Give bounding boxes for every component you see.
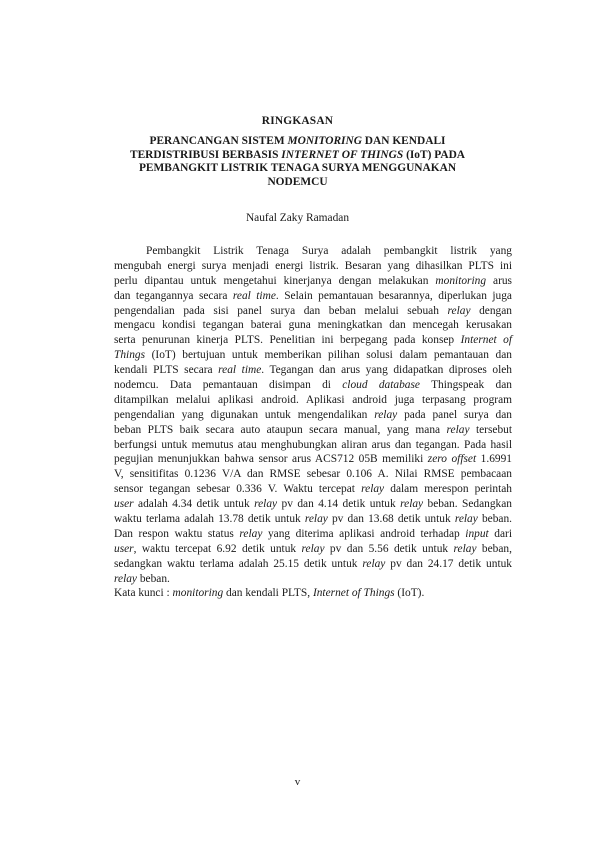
abstract-line [114,333,512,348]
italic-term: relay [453,542,477,555]
text-run: beban. [477,513,512,526]
text-run: . Tegangan dan arus yang didapatkan diproses oleh [261,364,512,377]
abstract-line [114,244,512,259]
text-run: beban PLTS baik secara auto ataupun secara manual, yang mana [114,423,447,436]
abstract-line [114,393,512,408]
text-run: V, sensitifitas 0.1236 V/A dan RMSE sebesar 0.106 A. Nilai RMSE pembacaan [114,468,512,481]
text-run: beban. [136,572,170,585]
italic-term: Internet of [460,334,512,347]
text-run: waktu terlama adalah 13.78 detik untuk [114,513,305,526]
keywords-line [114,586,512,601]
abstract-line [114,512,512,527]
text-run: dan kendali PLTS, [223,587,313,599]
abstract-line [114,452,512,467]
italic-term: relay [239,527,263,540]
abstract-line [114,572,512,587]
abstract-line [114,408,512,423]
abstract-line [114,557,512,572]
title-line [0,176,595,190]
text-run: pegujian menunjukkan bahwa sensor arus ACS712 05B memiliki [114,453,428,466]
title-line [0,135,595,149]
text-run: serta penurunan kinerja PLTS. Penelitian ini berpegang pada konsep [114,334,461,347]
paper-title [0,135,595,189]
text-run: tersebut [469,423,512,436]
abstract-line [114,542,512,557]
italic-term: MONITORING [287,135,362,147]
italic-term: zero offset [427,453,477,466]
text-run: sedangkan waktu terlama adalah 25.15 detik untuk [114,557,363,570]
abstract-line [114,378,512,393]
text-run: pengendalian pada sisi panel surya dan beban melalui sebuah [114,304,448,317]
italic-term: monitoring [435,274,487,287]
text-run: nodemcu. Data pemantauan disimpan di [114,379,343,392]
text-run: yang diterima aplikasi android terhadap [262,527,466,540]
text-run: PERANCANGAN SISTEM [149,135,288,147]
italic-term: real time [232,289,276,302]
text-run: TERDISTRIBUSI BERBASIS [129,148,282,161]
text-run: Thingspeak dan [420,379,512,392]
text-run: pada panel surya dan [397,408,512,421]
text-run: kendali PLTS secara [114,364,219,377]
abstract-line [114,482,512,497]
italic-term: relay [301,542,325,555]
abstract-line [114,497,512,512]
text-run: arus [486,274,512,287]
abstract-line [114,423,512,438]
text-run: 1.6991 [476,453,512,466]
abstract-body [114,244,512,586]
text-run: ditampilkan melalui aplikasi android. Aplikasi android juga terpasang program [114,393,512,406]
abstract-line [114,274,512,289]
abstract-line [114,527,512,542]
text-run: adalah 4.34 detik untuk [133,498,255,511]
italic-term: relay [454,513,478,526]
italic-term: relay [447,304,471,317]
page-number: v [294,776,301,788]
italic-term: real time [218,364,262,377]
text-run: pv dan 4.14 detik untuk [277,498,401,511]
title-line [0,162,595,176]
abstract-line [114,438,512,453]
text-run: berfungsi untuk memutus atau menghubungkan aliran arus dan tegangan. Pada hasil [114,438,512,451]
text-run: (IoT). [394,587,425,599]
abstract-line [114,318,512,333]
italic-term: Internet of Things [312,587,395,599]
text-run: dan tegangannya secara [114,289,233,302]
text-run: dalam merespon perintah [384,483,513,496]
text-run: , waktu tercepat 6.92 detik untuk [133,542,302,555]
italic-term: relay [374,408,398,421]
italic-term: Things [114,349,146,362]
text-run: Dan respon waktu status [114,527,240,540]
text-run: Kata kunci : [114,587,173,599]
italic-term: relay [114,572,137,585]
text-run: . Selain pemantauan besarannya, diperlukan juga [275,289,512,302]
italic-term: relay [362,557,386,570]
abstract-line [114,304,512,319]
text-run: mengubah energi surya menjadi energi listrik. Besaran yang dihasilkan PLTS ini [114,259,512,272]
abstract-line [114,259,512,274]
text-run: pengendalian yang digunakan untuk mengendalikan [114,408,375,421]
abstract-line [114,289,512,304]
text-run: pv dan 24.17 detik untuk [385,557,512,570]
text-run: Pembangkit Listrik Tenaga Surya adalah pembangkit listrik yang [146,245,512,257]
author-name: Naufal Zaky Ramadan [245,212,350,224]
italic-term: cloud database [342,379,420,392]
text-run: (IoT) bertujuan untuk memberikan pilihan solusi dalam pemantauan dan [145,349,512,362]
abstract-line [114,348,512,363]
text-run: pv dan 5.56 detik untuk [324,542,454,555]
text-run: PEMBANGKIT LISTRIK TENAGA SURYA MENGGUNAKAN [138,162,457,174]
italic-term: user [114,542,134,555]
section-title: RINGKASAN [261,115,334,127]
italic-term: input [465,527,489,540]
text-run: pv dan 13.68 detik untuk [327,513,455,526]
italic-term: monitoring [172,587,224,599]
text-run: DAN KENDALI [361,135,446,147]
abstract-line [114,467,512,482]
text-run: sensor tegangan sebesar 0.336 V. Waktu tercepat [114,483,362,496]
italic-term: relay [304,513,328,526]
italic-term: relay [361,483,385,496]
italic-term: INTERNET OF THINGS [281,148,404,161]
text-run: (IoT) PADA [403,148,466,161]
italic-term: relay [400,498,424,511]
text-run: beban. Sedangkan [423,498,512,511]
text-run: beban, [476,542,512,555]
text-run: perlu dipantau untuk mengetahui kinerjanya dengan melakukan [114,274,436,287]
text-run: dengan [470,304,512,317]
italic-term: relay [446,423,470,436]
italic-term: relay [254,498,278,511]
title-line [0,149,595,163]
abstract-line [114,363,512,378]
text-run: dari [488,527,512,540]
text-run: NODEMCU [267,175,328,188]
text-run: mengacu kondisi tegangan baterai guna meningkatkan dan mencegah kerusakan [114,319,512,332]
italic-term: user [114,498,134,511]
